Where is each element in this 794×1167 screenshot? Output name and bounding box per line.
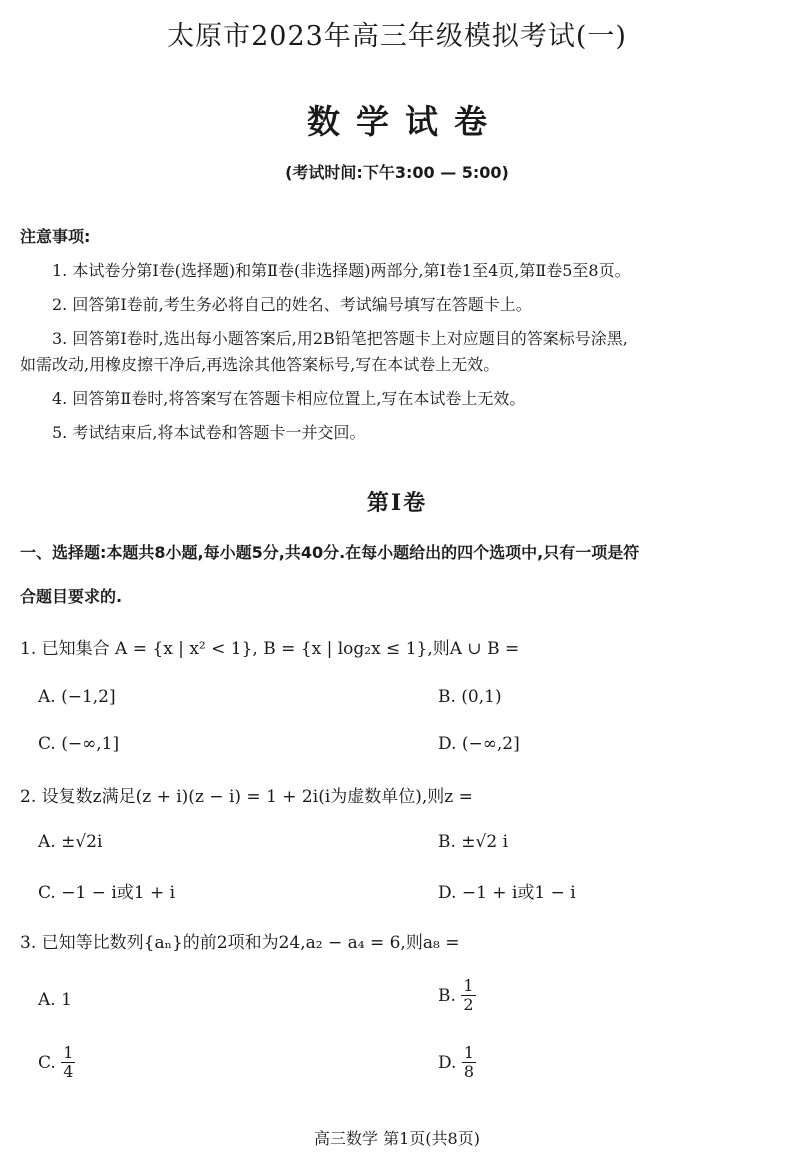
option-a: A. 1: [38, 990, 72, 1010]
question-3: [20, 928, 459, 953]
option-c: C. −1 − i或1 + i: [38, 883, 176, 903]
fraction: $\frac{1}{4}$: [63, 1043, 74, 1082]
question-number: 3.: [20, 933, 37, 953]
exam-time: (考试时间:下午3:00 — 5:00): [285, 163, 509, 182]
page-footer: 高三数学 第1页(共8页): [314, 1129, 480, 1148]
option-b: B. ±√2 i: [438, 832, 509, 852]
notice-item-3-cont: 如需改动,用橡皮擦干净后,再选涂其他答案标号,写在本试卷上无效。: [20, 355, 500, 374]
set-b: B = {x | log₂x ≤ 1}: [263, 639, 428, 659]
section-title: 第Ⅰ卷: [366, 490, 428, 516]
question-1: 1. 已知集合 A = {x | x² < 1}, B = {x | log₂x ≤ 1},则A ∪ B =: [20, 639, 520, 659]
option-c: C. $\frac{1}{4}$: [38, 1043, 74, 1082]
notice-item-4: 4. 回答第Ⅱ卷时,将答案写在答题卡相应位置上,写在本试卷上无效。: [52, 389, 526, 408]
set-a: A = {x | x² < 1}: [115, 639, 253, 659]
fraction: $\frac{1}{8}$: [463, 1043, 475, 1082]
question-number: 1.: [20, 639, 37, 659]
notice-item-1: 1. 本试卷分第Ⅰ卷(选择题)和第Ⅱ卷(非选择题)两部分,第Ⅰ卷1至4页,第Ⅱ卷5至8页。: [52, 261, 631, 280]
question-stem: 已知等比数列{aₙ}的前2项和为24,a₂ − a₄ = 6,则a₈ =: [41, 933, 460, 953]
subject-title: 数学试卷: [307, 102, 503, 141]
question-2: [20, 782, 473, 807]
option-d: D. −1 + i或1 − i: [438, 883, 576, 903]
option-b: B. (0,1): [438, 687, 502, 707]
option-c: C. (−∞,1]: [38, 734, 120, 754]
question-stem-prefix: 已知集合: [41, 639, 110, 659]
section-heading-line2: 合题目要求的.: [20, 587, 123, 606]
fraction: $\frac{1}{2}$: [463, 976, 474, 1015]
notice-item-3: 3. 回答第Ⅰ卷时,选出每小题答案后,用2B铅笔把答题卡上对应题目的答案标号涂黑,: [52, 329, 628, 348]
question-number: 2.: [20, 787, 37, 807]
option-a: A. ±√2i: [38, 832, 103, 852]
exam-title: 太原市2023年高三年级模拟考试(一): [167, 21, 627, 52]
question-stem-suffix: ,则A ∪ B =: [427, 639, 520, 659]
option-b: B. $\frac{1}{2}$: [438, 976, 474, 1015]
section-heading-line1: 一、选择题:本题共8小题,每小题5分,共40分.在每小题给出的四个选项中,只有一项是符: [20, 543, 640, 562]
notice-title: 注意事项:: [20, 227, 91, 246]
option-a: A. (−1,2]: [38, 687, 116, 707]
notice-item-2: 2. 回答第Ⅰ卷前,考生务必将自己的姓名、考试编号填写在答题卡上。: [52, 295, 532, 314]
option-d: D. $\frac{1}{8}$: [438, 1043, 475, 1082]
notice-item-5: 5. 考试结束后,将本试卷和答题卡一并交回。: [52, 423, 366, 442]
question-stem: 设复数z满足(z + i)(z − i) = 1 + 2i(i为虚数单位),则z =: [41, 787, 473, 807]
option-d: D. (−∞,2]: [438, 734, 520, 754]
